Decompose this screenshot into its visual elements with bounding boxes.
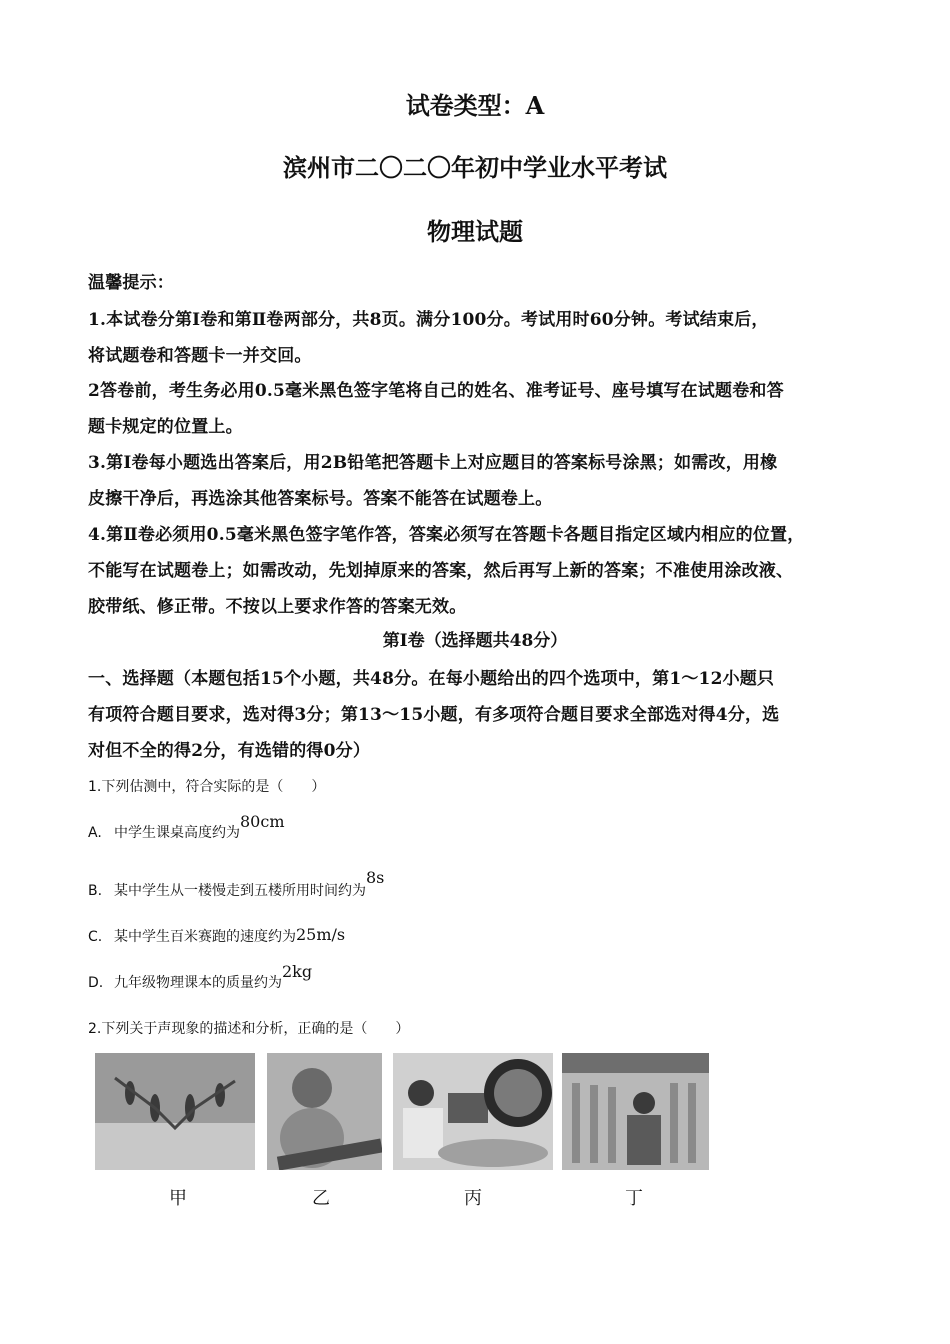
option-text: 九年级物理课本的质量约为 [114, 975, 282, 991]
figure-photo-zither-player [267, 1053, 382, 1170]
figure-label-yi: 乙 [312, 1188, 330, 1209]
option-value: 25m/s [296, 925, 346, 944]
notice-line: 1.本试卷分第Ⅰ卷和第Ⅱ卷两部分，共8页。满分100分。考试用时60分钟。考试结束后， [88, 310, 769, 330]
option-letter: B. [88, 883, 103, 899]
paper-type: 试卷类型：A [405, 91, 545, 120]
notice-line: 3.第Ⅰ卷每小题选出答案后，用2B铅笔把答题卡上对应题目的答案标号涂黑；如需改，用橡 [88, 453, 778, 473]
notice-line: 题卡规定的位置上。 [88, 417, 243, 437]
figure-photo-textile-factory [562, 1053, 709, 1170]
section-instruction: 对但不全的得2分，有选错的得0分） [88, 741, 371, 761]
option-value: 80cm [240, 812, 285, 831]
option-letter: D. [88, 975, 104, 991]
notice-line: 不能写在试题卷上；如需改动，先划掉原来的答案，然后再写上新的答案；不准使用涂改液、 [88, 561, 794, 581]
figure-label-jia: 甲 [169, 1188, 187, 1209]
question-2-stem: 2.下列关于声现象的描述和分析，正确的是（ ） [88, 1021, 410, 1037]
option-text: 某中学生从一楼慢走到五楼所用时间约为 [114, 883, 366, 899]
question-1-option-d [88, 962, 313, 992]
notice-line: 将试题卷和答题卡一并交回。 [88, 346, 312, 366]
section-heading: 第Ⅰ卷（选择题共48分） [382, 631, 568, 651]
option-text: 某中学生百米赛跑的速度约为 [114, 929, 296, 945]
question-1-stem: 1.下列估测中，符合实际的是（ ） [88, 779, 326, 795]
figure-photo-swimmers [95, 1053, 255, 1170]
subject-title: 物理试题 [427, 217, 523, 246]
option-text: 中学生课桌高度约为 [114, 825, 240, 841]
question-1-option-a [88, 812, 285, 842]
notice-line: 皮擦干净后，再选涂其他答案标号。答案不能答在试题卷上。 [88, 489, 553, 509]
option-value: 2kg [282, 962, 313, 981]
question-1-option-b [88, 868, 385, 900]
option-value: 8s [366, 868, 385, 887]
figure-label-ding: 丁 [625, 1188, 643, 1209]
notice-line: 胶带纸、修正带。不按以上要求作答的答案无效。 [88, 597, 467, 617]
section-instruction: 一、选择题（本题包括15个小题，共48分。在每小题给出的四个选项中，第1～12小题只 [88, 669, 775, 689]
figure-photo-ultrasound [393, 1053, 553, 1170]
option-letter: A. [88, 825, 102, 841]
option-letter: C. [88, 929, 103, 945]
exam-title: 滨州市二〇二〇年初中学业水平考试 [283, 153, 667, 182]
notice-line: 4.第Ⅱ卷必须用0.5毫米黑色签字笔作答，答案必须写在答题卡各题目指定区域内相应的位置， [88, 525, 805, 545]
question-1-option-c [88, 926, 345, 946]
figure-label-bing: 丙 [464, 1188, 482, 1209]
section-instruction: 有项符合题目要求，选对得3分；第13～15小题，有多项符合题目要求全部选对得4分，选 [88, 705, 780, 725]
notice-line: 2答卷前，考生务必用0.5毫米黑色签字笔将自己的姓名、准考证号、座号填写在试题卷和答 [88, 381, 784, 401]
notice-heading: 温馨提示： [88, 273, 174, 293]
